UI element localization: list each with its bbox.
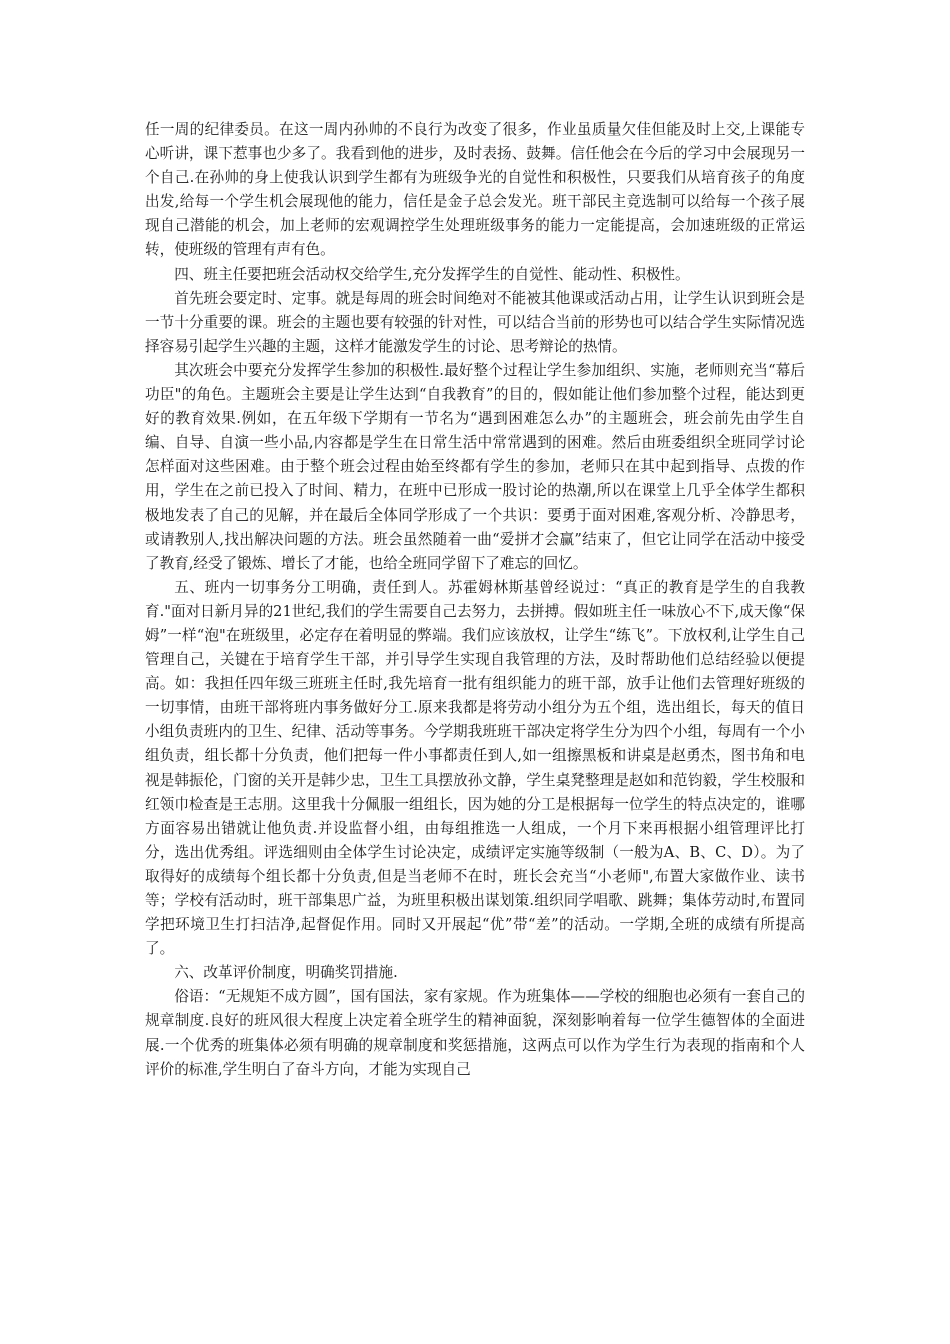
paragraph: 其次班会中要充分发挥学生参加的积极性.最好整个过程让学生参加组织、实施，老师则充当“幕后功臣"的角色。主题班会主要是让学生达到“自我教育”的目的，假如能让他们参加整个过程，能达到更好的教育效果.例如，在五年级下学期有一节名为“遇到困难怎么办”的主题班会，班会前先由学生自编、自导、自演一些小品,内容都是学生在日常生活中常常遇到的困难。然后由班委组织全班同学讨论怎样面对这些困难。由于整个班会过程由始至终都有学生的参加，老师只在其中起到指导、点拨的作用，学生在之前已投入了时间、精力，在班中已形成一股讨论的热潮,所以在课堂上几乎全体学生都积极地发表了自己的见解，并在最后全体同学形成了一个共识：要勇于面对困难,客观分析、冷静思考，或请教别人,找出解决问题的方法。班会虽然随着一曲“爱拼才会赢”结束了，但它让同学在活动中接受了教育,经受了锻炼、增长了才能，也给全班同学留下了难忘的回忆。: [145, 361, 805, 572]
paragraph-continued: 任一周的纪律委员。在这一周内孙帅的不良行为改变了很多，作业虽质量欠佳但能及时上交,上课能专心听讲，课下惹事也少多了。我看到他的进步，及时表扬、鼓舞。信任他会在今后的学习中会展现另一个自己.在孙帅的身上使我认识到学生都有为班级争光的自觉性和积极性，只要我们从培育孩子的角度出发,给每一个学生机会展现他的能力，信任是金子总会发光。班干部民主竞选制可以给每一个孩子展现自己潜能的机会，加上老师的宏观调控学生处理班级事务的能力一定能提高，会加速班级的正常运转，使班级的管理有声有色。: [145, 121, 805, 259]
paragraph: 俗语：“无规矩不成方圆”，国有国法，家有家规。作为班集体——学校的细胞也必须有一套自己的规章制度.良好的班风很大程度上决定着全班学生的精神面貌，深刻影响着每一位学生德智体的全面进展.一个优秀的班集体必须有明确的规章制度和奖惩措施，这两点可以作为学生行为表现的指南和个人评价的标准,学生明白了奋斗方向，才能为实现自己: [145, 988, 805, 1078]
section-paragraph-5: 五、班内一切事务分工明确，责任到人。苏霍姆林斯基曾经说过：“真正的教育是学生的自我教育."面对日新月异的21世纪,我们的学生需要自己去努力，去拼搏。假如班主任一味放心不下,成天像“保姆”一样“泡"在班级里，必定存在着明显的弊端。我们应该放权，让学生“练飞”。下放权利,让学生自己管理自己，关键在于培育学生干部，并引导学生实现自我管理的方法，及时帮助他们总结经验以便提高。如：我担任四年级三班班主任时,我先培育一批有组织能力的班干部，放手让他们去管理好班级的一切事情，由班干部将班内事务做好分工.原来我都是将劳动小组分为五个组，选出组长，每天的值日小组负责班内的卫生、纪律、活动等事务。今学期我班班干部决定将学生分为四个小组，每周有一个小组负责，组长都十分负责，他们把每一件小事都责任到人,如一组擦黑板和讲桌是赵勇杰，图书角和电视是韩振伦，门窗的关开是韩少忠，卫生工具摆放孙文静，学生桌凳整理是赵如和范钧毅，学生校服和红领巾检查是王志朋。这里我十分佩服一组组长，因为她的分工是根据每一位学生的特点决定的，谁哪方面容易出错就让他负责.并设监督小组，由每组推选一人组成，一个月下来再根据小组管理评比打分，选出优秀组。评选细则由全体学生讨论决定，成绩评定实施等级制（一般为A、B、C、D）。为了取得好的成绩每个组长都十分负责,但是当老师不在时，班长会充当“小老师",布置大家做作业、读书等；学校有活动时，班干部集思广益，为班里积极出谋划策.组织同学唱歌、跳舞；集体劳动时,布置同学把环境卫生打扫洁净,起督促作用。同时又开展起“优”带“差”的活动。一学期,全班的成绩有所提高了。: [145, 578, 805, 958]
section-heading-4: 四、班主任要把班会活动权交给学生,充分发挥学生的自觉性、能动性、积极性。: [174, 265, 690, 283]
paragraph: 首先班会要定时、定事。就是每周的班会时间绝对不能被其他课或活动占用，让学生认识到班会是一节十分重要的课。班会的主题也要有较强的针对性，可以结合当前的形势也可以结合学生实际情况选择容易引起学生兴趣的主题，这样才能激发学生的讨论、思考辩论的热情。: [145, 289, 805, 355]
section-heading-6: 六、改革评价制度，明确奖罚措施.: [174, 964, 398, 982]
document-body: [145, 118, 805, 1082]
